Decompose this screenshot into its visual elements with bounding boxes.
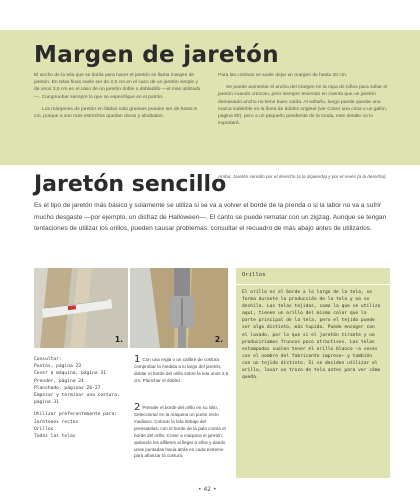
list-item: Orillos <box>34 426 54 432</box>
reference-list <box>34 356 130 440</box>
right-column-text <box>218 72 388 132</box>
list-item: Planchado, páginas 26-27 <box>34 385 101 391</box>
step-2-number: 2 <box>134 402 141 413</box>
step-2-text: Prender el borde del orillo en su sitio. Seleccionar en la máquina un punto recto mediano. Colocar la tela debajo del prensatelas, con el borde de la pala contra el borde del orillo. Coser a máquina el jaretón, quitando los alfileres al llegar a ellos y dando unas puntadas hacia atrás en cada extremo para afianzar la costura. <box>134 405 226 459</box>
step-1-text: Con una regla o un calibre de costura comprobar la medida a lo largo del jaretón, doblar el borde del orillo sobre la tela unos 2,5 cm. Planchar el doblez. <box>134 357 229 383</box>
paragraph: Se puede aumentar el ancho del margen en la ropa de niños para soltar el jaretón cuando crezcan, pero siempre teniendo en cuenta que un jaretón demasiado ancho no tiene buen caída. Al soltarlo, luego puede quedar una marca indeleble en la línea de doblez original (ver Coser una cinta o un galón, página 90), pero a un pequeño pendiente de la moda, este detalle no lo importará. <box>218 85 388 127</box>
sewing-machine-foot-illustration <box>130 268 228 348</box>
photo-step-1 <box>34 268 128 348</box>
list-item: Jaretones rectos <box>34 419 79 425</box>
use-items <box>34 419 130 441</box>
list-item: Prender, página 24 <box>34 378 84 384</box>
intro-paragraph: Es el tipo de jaretón más básico y solamente se utiliza si se va a volver el borde de la prenda o si la labor no va a sufrir mucho desgaste —por ejemplo, un disfraz de Halloween—. El canto se puede rematar con un zigzag. Aunque se tengan tentaciones de utilizar los orillos, pueden causar problemas: consultar el recuadro de más abajo antes de utilizarlos. <box>34 202 387 232</box>
section-title-hem-allowance: Margen de jaretón <box>34 42 279 68</box>
step-2-instruction <box>134 404 230 460</box>
step-1-instruction <box>134 356 230 385</box>
paragraph: Para las cortinas se suele dejar un margen de hasta 20 cm. <box>218 73 348 78</box>
paragraph: Los márgenes de jaretón en faldas más gruesas pueden ser de hasta 8 cm, porque a son más estrechos quedan duros y abultados. <box>34 106 197 120</box>
photo-step-2 <box>130 268 228 348</box>
photo-step-1-number: 1. <box>114 335 123 344</box>
step-1-number: 1 <box>134 354 141 365</box>
list-item: Puntos, página 23 <box>34 364 82 370</box>
photo-step-2-number: 2. <box>214 335 223 344</box>
paragraph: El ancho de la tela que se dobla para hacer el jaretón se llama margen de jaretón. En telas finas suele ser de 2,5 cm en el caso de un jaretón simple y de unos 3,5 cm en el caso de un jaretón doble o dobladillo —el más utilizado—. Compruebar siempre lo que se especifique en el patrón. <box>34 73 201 100</box>
list-item: Todas las telas <box>34 434 76 440</box>
selvedge-box-text: El orillo es el borde a lo largo de la tela, se forma durante la producción de la tela y no se deshila. Las telas tejidas, como la que se utiliza aquí, tienen un orillo del mismo color que la parte principal de la tela, pero el tejido puede ser algo distinto, más tupido. Puede encoger con el lavado, por lo que si el jaretón tirante y no produciríamos fruncos poco atractivos. Las telas estampadas suelen tener el orillo blanco —a veces con el nombre del fabricante impreso— y también con un tejido distinto. Si se deciden utilizar el orillo, lavar un trozo de tela antes para ver cómo queda. <box>242 290 381 381</box>
section-title-simple-hem: Jaretón sencillo <box>34 172 227 197</box>
use-heading: Utilizar preferentemente para: <box>34 412 117 418</box>
left-column-text <box>34 72 202 125</box>
selvedge-info-box <box>236 268 390 478</box>
photo-caption: Arriba: Jaretón sencillo por el derecho (a la izquierda) y por el revés (a la derecha). <box>218 174 387 179</box>
consult-heading: Consultar: <box>34 357 62 362</box>
top-margin <box>0 0 420 30</box>
page-number: • 42 • <box>198 486 217 493</box>
list-item: Coser a máquina, página 31 <box>34 371 106 377</box>
list-item: Empezar y terminar una costura, página 31 <box>34 393 120 406</box>
selvedge-box-title: Orillos <box>242 272 266 278</box>
consult-items <box>34 363 130 406</box>
selvedge-box-divider <box>236 284 390 285</box>
ruler-on-fabric-illustration <box>34 268 128 348</box>
